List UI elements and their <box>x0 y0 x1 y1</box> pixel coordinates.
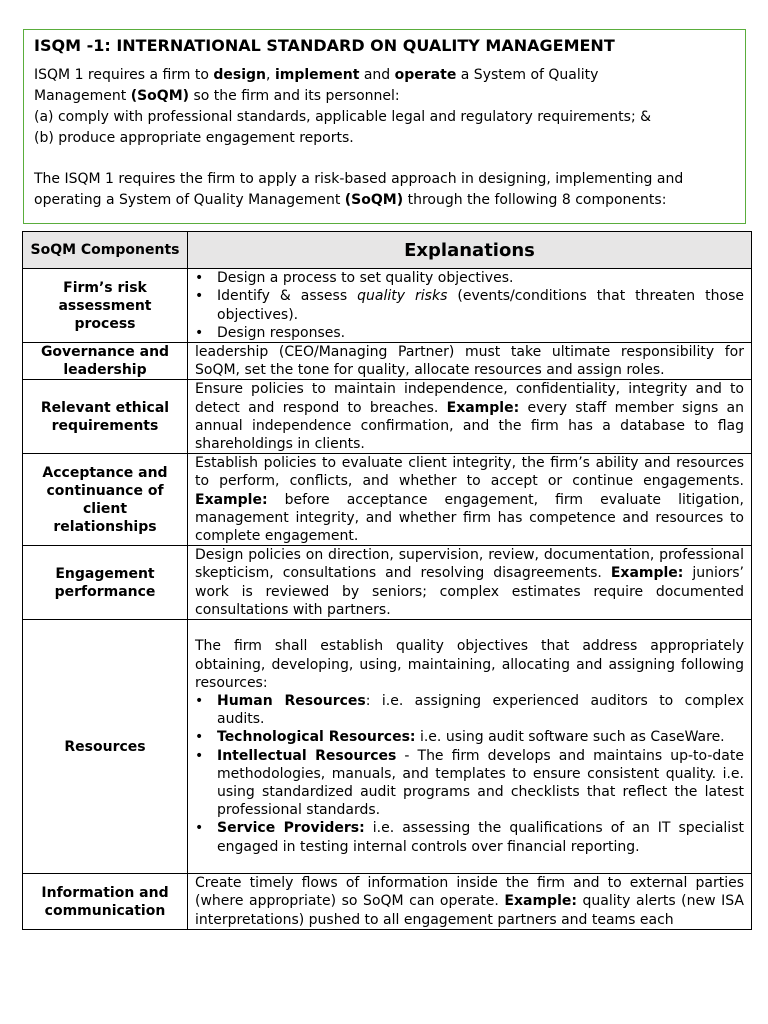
table-row <box>23 343 752 380</box>
header-explanations: Explanations <box>188 232 752 269</box>
table-row <box>23 454 752 546</box>
bullet-item: • Human Resources: i.e. assigning experienced auditors to complex audits. <box>217 692 744 728</box>
component-explanation: Design policies on direction, supervision, review, documentation, professional skepticism, consultations and resolving disagreements. Example: juniors’ work is reviewed by seniors; complex estimates require documented consultations with partners. <box>188 546 752 620</box>
table-row <box>23 620 752 874</box>
intro-line-3: (a) comply with professional standards, applicable legal and regulatory requirements; & <box>34 109 652 125</box>
intro-line-2: Management (SoQM) so the firm and its personnel: <box>34 88 400 104</box>
bullet-item: • Technological Resources: i.e. using audit software such as CaseWare. <box>217 728 744 746</box>
table-header-row <box>23 232 752 269</box>
table-row <box>23 546 752 620</box>
bullet-item: • Identify & assess quality risks (events/conditions that threaten those objectives). <box>217 287 744 323</box>
component-explanation: Ensure policies to maintain independence, confidentiality, integrity and to detect and respond to breaches. Example: every staff member signs an annual independence confirmation, and the firm has a database to flag shareholdings in clients. <box>188 380 752 454</box>
component-name: Governance and leadership <box>23 343 188 380</box>
intro-line-5: The ISQM 1 requires the firm to apply a risk-based approach in designing, implementing and <box>34 171 684 187</box>
component-name: Relevant ethical requirements <box>23 380 188 454</box>
bullet-item: • Service Providers: i.e. assessing the qualifications of an IT specialist engaged in testing internal controls over financial reporting. <box>217 819 744 855</box>
component-explanation <box>188 269 752 343</box>
document-title: ISQM -1: INTERNATIONAL STANDARD ON QUALITY MANAGEMENT <box>34 36 615 55</box>
table-row <box>23 269 752 343</box>
component-explanation <box>188 620 752 874</box>
component-name: Engagement performance <box>23 546 188 620</box>
resources-intro: The firm shall establish quality objectives that address appropriately obtaining, developing, using, maintaining, allocating and assigning following resources: <box>195 638 744 691</box>
component-explanation: Create timely flows of information inside the firm and to external parties (where appropriate) so SoQM can operate. Example: quality alerts (new ISA interpretations) pushed to all engagement partners and teams each <box>188 874 752 930</box>
component-name: Acceptance and continuance of client relationships <box>23 454 188 546</box>
intro-line-4: (b) produce appropriate engagement reports. <box>34 130 354 146</box>
intro-box <box>23 29 746 224</box>
components-table <box>22 231 752 930</box>
component-name: Resources <box>23 620 188 874</box>
header-components: SoQM Components <box>23 232 188 269</box>
component-explanation: Establish policies to evaluate client integrity, the firm’s ability and resources to perform, conflicts, and whether to accept or continue engagements. Example: before acceptance engagement, firm evaluate litigation, management integrity, and whether firm has competence and resources to complete engagement. <box>188 454 752 546</box>
bullet-item: • Design a process to set quality objectives. <box>217 269 744 287</box>
component-name: Information and communication <box>23 874 188 930</box>
bullet-item: • Intellectual Resources - The firm develops and maintains up-to-date methodologies, manuals, and templates to ensure consistent quality. i.e. using standardized audit programs and checklists that reflect the latest professional standards. <box>217 747 744 820</box>
intro-line-6: operating a System of Quality Management (SoQM) through the following 8 components: <box>34 192 667 208</box>
component-explanation: leadership (CEO/Managing Partner) must take ultimate responsibility for SoQM, set the tone for quality, allocate resources and assign roles. <box>188 343 752 380</box>
intro-line-1: ISQM 1 requires a firm to design, implement and operate a System of Quality <box>34 67 599 83</box>
table-row <box>23 874 752 930</box>
bullet-item: • Design responses. <box>217 324 744 342</box>
table-row <box>23 380 752 454</box>
component-name: Firm’s risk assessment process <box>23 269 188 343</box>
